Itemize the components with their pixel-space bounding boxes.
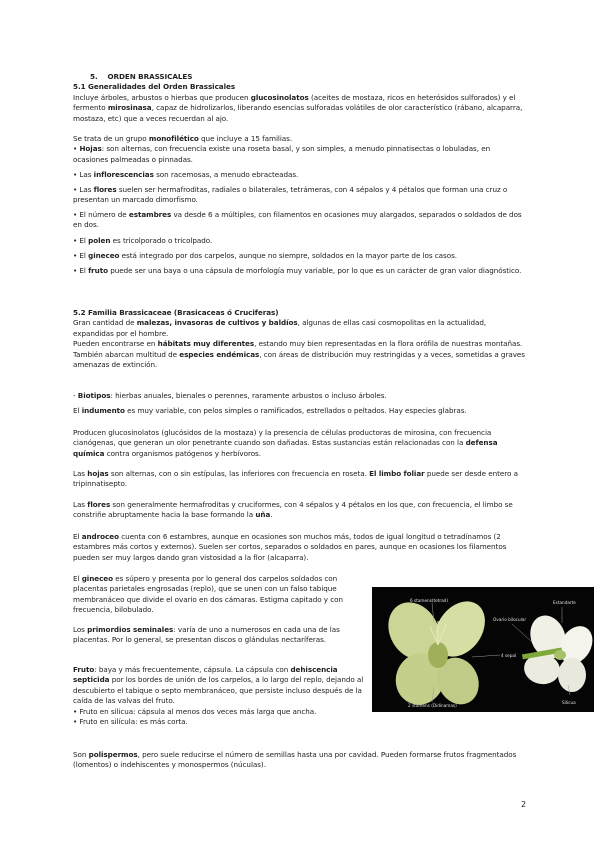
- text-run: : baya y más frecuentemente, cápsula. La cápsula con: [94, 665, 291, 674]
- paragraph: [73, 134, 525, 144]
- text-run: (aceites de mostaza, ricos en heterósidos sulforados) y el fermento: [73, 92, 516, 113]
- text-run: • Las: [73, 185, 94, 194]
- text-run: son alternas, con o sin estípulas, las inferiores con frecuencia en roseta.: [108, 469, 370, 478]
- text-run: También abarcan multitud de: [73, 349, 180, 359]
- text-run: Los: [73, 625, 88, 634]
- bullet-block: [73, 210, 525, 231]
- text-run: El: [73, 406, 82, 415]
- text-run: • El número de: [73, 210, 129, 219]
- text-run: • El: [73, 251, 89, 260]
- bold-term: hojas: [87, 469, 109, 478]
- text-run: , pero suele reducirse el número de semillas hasta una por cavidad. Pueden formarse frutos fragmentados (lomentos) o indehiscentes y monospermos (núculas).: [73, 750, 517, 770]
- text-run: : varía de uno a numerosos en cada una de las placentas. Por lo general, se presentan discos o glándulas nectaríferas.: [73, 625, 340, 645]
- paragraph-block: [73, 428, 525, 459]
- paragraph: [73, 469, 525, 490]
- bold-term: malezas, invasoras de cultivos y baldíos: [136, 318, 298, 328]
- text-run: El: [73, 532, 82, 541]
- paragraph: [73, 406, 525, 416]
- paragraph: [73, 750, 525, 771]
- bold-term: hábitats muy diferentes: [157, 339, 255, 349]
- text-run: contra organismos patógenos y herbívoros.: [104, 448, 261, 458]
- bold-term: primordios seminales: [87, 625, 174, 634]
- paragraph: [73, 318, 525, 339]
- paragraph: [73, 339, 525, 349]
- text-run: El: [73, 574, 82, 583]
- bold-term: glucosinolatos: [250, 92, 309, 102]
- text-run: Se trata de un grupo: [73, 134, 149, 143]
- bullet-item: [73, 266, 525, 276]
- section-heading-block: [73, 72, 525, 124]
- bold-term: defensa química: [73, 438, 498, 458]
- text-run: va desde 6 a múltiples, con filamentos en ocasiones muy alargados, separados o soldados de dos en dos.: [73, 210, 522, 230]
- text-run: Pueden encontrarse en: [73, 339, 158, 349]
- text-run: Son: [73, 750, 89, 759]
- paragraph-block: [73, 625, 365, 646]
- text-run: Las: [73, 500, 88, 509]
- bold-term: indumento: [81, 406, 125, 415]
- text-run: que incluye a 15 familias.: [198, 134, 293, 143]
- text-run: cuenta con 6 estambres, aunque en ocasiones son muchos más, todos de igual longitud o tetradínamos (2 estambres más cortos y externos). Suelen ser cortos, separados o soldados en pares, aunque en ocasiones los filamentos pueden ser muy largos dando gran vistosidad a la flor (alcaparra).: [73, 532, 507, 562]
- text-run: • El: [73, 266, 89, 275]
- bold-term: dehiscencia septicida: [73, 665, 338, 685]
- paragraph: [73, 428, 525, 459]
- paragraph-block: [73, 532, 525, 563]
- text-run: Producen glucosinolatos (glucósidos de la mostaza) y la presencia de células productoras de mirosina, con frecuencia cianógenas, que generan un olor penetrante cuando son dañadas. Estas sustancias están relacionadas con la: [73, 428, 492, 448]
- bullet-item: [73, 707, 365, 717]
- text-run: es súpero y presenta por lo general dos carpelos soldados con placentas parietales engrosadas (replo), que se unen con un falso tabique membranáceo que divide el ovario en dos cámaras. Estigma capitado y con frecuencia, bilobulado.: [73, 574, 343, 615]
- bold-term: polispermos: [88, 750, 138, 759]
- text-run: Las: [73, 469, 88, 478]
- figure-label: 4 sepal: [501, 653, 517, 658]
- bullet-block: [73, 251, 525, 261]
- text-run: , algunas de ellas casi cosmopolitas en la actualidad, expandidas por el hombre.: [73, 318, 487, 338]
- bold-term: flores: [87, 500, 111, 509]
- figure-label: Ovario bilocular: [493, 617, 527, 622]
- bullet-item: [73, 236, 525, 246]
- bullet-item: [73, 210, 525, 231]
- text-run: puede ser desde entero a tripinnatisepto.: [73, 469, 518, 489]
- bullet-item: [73, 251, 525, 261]
- bold-term: Hojas: [79, 144, 102, 154]
- bullet-block: [73, 185, 525, 206]
- bold-term: especies endémicas: [179, 349, 260, 359]
- bold-term: El limbo foliar: [369, 469, 425, 478]
- paragraph-block: [73, 574, 365, 616]
- bold-term: uña: [255, 510, 271, 520]
- bold-term: androceo: [81, 532, 119, 541]
- paragraph: [73, 350, 525, 371]
- text-run: , con áreas de distribución muy restringidas y a veces, sometidas a graves amenazas de extinción.: [73, 349, 525, 370]
- paragraph-block: [73, 406, 525, 416]
- text-run: • El: [73, 236, 89, 245]
- bullet-block: [73, 170, 525, 180]
- figure-label: 6 stamens(tetrad): [410, 598, 448, 603]
- bold-term: polen: [88, 236, 111, 245]
- bullet-item: [73, 185, 525, 206]
- bold-term: Fruto: [73, 665, 95, 674]
- paragraph-block: [73, 391, 525, 401]
- text-run: son generalmente hermafroditas y cruciformes, con 4 sépalos y 4 pétalos en los que, con frecuencia, el limbo se constriñe abruptamente hacia la base formando la: [73, 500, 513, 520]
- subsection-title-2: 5.2 Familia Brassicaceae (Brasicaceas ó Cruciferas): [73, 308, 279, 317]
- text-run: por los bordes de unión de los carpelos, a lo largo del replo, dejando al descubierto el tabique o septo membranáceo, que persiste incluso después de la caída de las valvas del fruto.: [73, 675, 364, 706]
- bold-term: flores: [93, 185, 117, 194]
- flower-illustration: [372, 587, 594, 712]
- text-run: : hierbas anuales, bienales o perennes, raramente arbustos o incluso árboles.: [110, 391, 387, 400]
- flower-figure: [372, 587, 594, 712]
- bold-term: estambres: [128, 210, 172, 219]
- bullet-item: [73, 170, 525, 180]
- paragraph: [73, 391, 525, 401]
- bullet-block: [73, 266, 525, 276]
- text-run: está integrado por dos carpelos, aunque no siempre, soldados en la mayor parte de los casos.: [119, 251, 457, 260]
- bold-term: Biotipos: [77, 391, 111, 400]
- paragraph: [73, 93, 525, 124]
- paragraph-block: [73, 469, 525, 490]
- paragraph-block: [73, 500, 525, 521]
- text-run: suelen ser hermafroditas, radiales o bilaterales, tetrámeras, con 4 sépalos y 4 pétalos que forman una cruz o presentan un marcado dimorfismo.: [73, 185, 508, 205]
- bold-term: mirosinasa: [107, 103, 152, 113]
- text-run: , estando muy bien representadas en la flora orófila de nuestras montañas.: [254, 339, 523, 349]
- text-run: es muy variable, con pelos simples o ramificados, estrellados o peltados. Hay especies glabras.: [124, 406, 467, 415]
- paragraph: [73, 625, 365, 646]
- paragraph: [73, 532, 525, 563]
- bold-term: monofilético: [148, 134, 199, 143]
- text-run: .: [270, 510, 273, 520]
- text-run: • Las: [73, 170, 94, 179]
- text-run: -: [73, 391, 78, 400]
- paragraph: [73, 574, 365, 616]
- bullet-item: [73, 144, 525, 165]
- paragraph: [73, 500, 525, 521]
- text-run: Gran cantidad de: [73, 318, 137, 328]
- intro-block: [73, 134, 525, 165]
- bullet-item: [73, 717, 365, 727]
- paragraph-block: [73, 750, 525, 771]
- family-block: [73, 308, 525, 370]
- paragraph-block: [73, 665, 365, 727]
- page-number: 2: [521, 800, 527, 809]
- text-run: : son alternas, con frecuencia existe una roseta basal, y son simples, a menudo pinnatisectas o lobuladas, en ocasiones palmeadas o pinnadas.: [73, 144, 491, 164]
- text-run: , capaz de hidrolizarlos, liberando esencias sulforadas volátiles de olor característico (rábano, alcaparra, mostaza, etc) que a veces recuerdan al ajo.: [73, 103, 523, 123]
- bold-term: fruto: [88, 266, 109, 275]
- figure-label: Estandarte: [553, 600, 576, 605]
- subsection-title-1: 5.1 Generalidades del Orden Brassicales: [73, 82, 236, 92]
- bold-term: gineceo: [81, 574, 114, 583]
- text-run: Incluye árboles, arbustos o hierbas que producen: [73, 92, 251, 102]
- bold-term: inflorescencias: [93, 170, 154, 179]
- text-run: • Fruto en silicua: cápsula al menos dos veces más larga que ancha.: [73, 706, 317, 716]
- text-run: •: [73, 144, 80, 154]
- figure-label: 2 stamens (Didinamas): [408, 703, 457, 708]
- text-run: • Fruto en silícula: es más corta.: [73, 717, 188, 727]
- figure-label: Silicua: [562, 700, 576, 705]
- paragraph: [73, 665, 365, 707]
- text-run: son racemosas, a menudo ebracteadas.: [153, 170, 299, 179]
- text-run: es tricolporado o tricolpado.: [110, 236, 213, 245]
- text-run: puede ser una baya o una cápsula de morfología muy variable, por lo que es un carácter de gran valor diagnóstico.: [108, 266, 522, 275]
- section-title: 5. ORDEN BRASSICALES: [90, 72, 193, 81]
- bullet-block: [73, 236, 525, 246]
- bold-term: gineceo: [88, 251, 120, 260]
